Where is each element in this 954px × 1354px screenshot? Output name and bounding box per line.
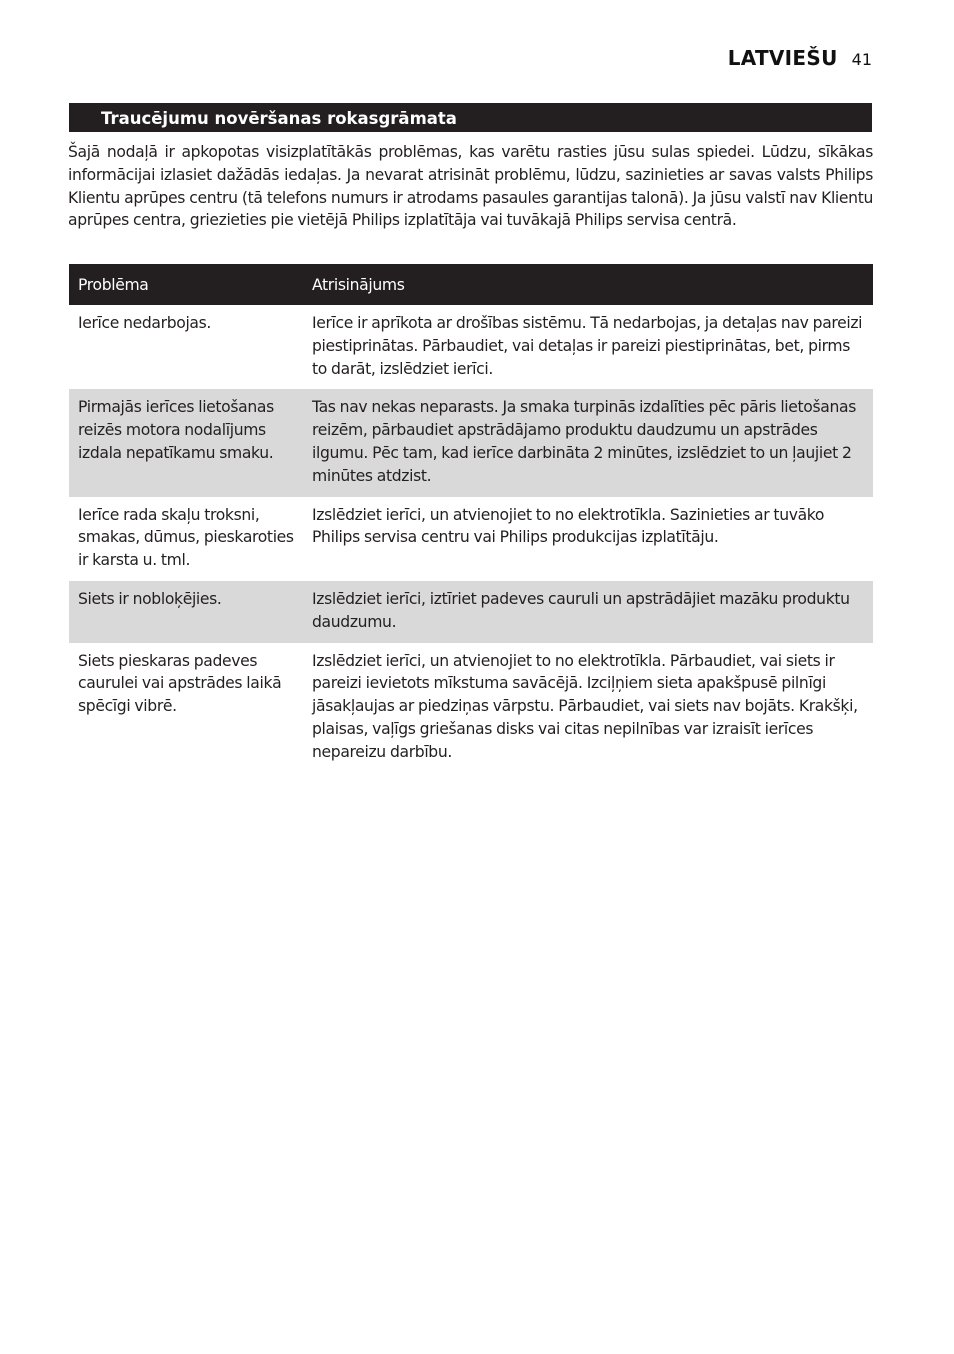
column-header-solution: Atrisinājums <box>303 264 873 305</box>
page-header <box>728 46 872 70</box>
table-row <box>69 389 873 496</box>
solution-cell: Ierīce ir aprīkota ar drošības sistēmu. Tā nedarbojas, ja detaļas nav pareizi piestiprinātas. Pārbaudiet, vai detaļas ir pareizi piestiprinātas, bet, pirms to darāt, izslēdziet ierīci. <box>312 314 863 378</box>
problem-cell: Siets ir nobloķējies. <box>69 581 303 643</box>
column-header-problem: Problēma <box>69 264 303 305</box>
solution-cell: Izslēdziet ierīci, un atvienojiet to no elektrotīkla. Sazinieties ar tuvāko Philips servisa centru vai Philips produkcijas izplatītāju. <box>312 505 825 547</box>
problem-cell: Siets pieskaras padeves caurulei vai apstrādes laikā spēcīgi vibrē. <box>78 651 282 716</box>
troubleshooting-table <box>69 264 873 773</box>
table-row <box>69 305 873 389</box>
table-row <box>69 497 873 581</box>
language-label: LATVIEŠU <box>727 46 838 70</box>
solution-cell: Izslēdziet ierīci, iztīriet padeves cauruli un apstrādājiet mazāku produktu daudzumu. <box>303 581 873 643</box>
table-header-row <box>69 264 873 305</box>
section-title: Traucējumu novēršanas rokasgrāmata <box>69 103 872 132</box>
problem-cell: Pirmajās ierīces lietošanas reizēs motora nodalījums izdala nepatīkamu smaku. <box>69 389 303 496</box>
problem-cell: Ierīce rada skaļu troksni, smakas, dūmus, pieskaroties ir karsta u. tml. <box>78 505 294 570</box>
page-number: 41 <box>851 50 872 69</box>
intro-paragraph: Šajā nodaļā ir apkopotas visizplatītākās problēmas, kas varētu rasties jūsu sulas spiedei. Lūdzu, sīkākas informācijai izlasiet dažādās iedaļas. Ja nevarat atrisināt problēmu, lūdzu, sazinieties ar savas valsts Philips Klientu aprūpes centru (tā telefons numurs ir atrodams pasaules garantijas talonā). Ja jūsu valstī nav Klientu aprūpes centra, griezieties pie vietējā Philips izplatītāja vai tuvākajā Philips servisa centrā. <box>68 143 873 230</box>
table-row <box>69 581 873 643</box>
solution-cell: Izslēdziet ierīci, un atvienojiet to no elektrotīkla. Pārbaudiet, vai siets ir pareizi ievietots mīkstuma savācējā. Izciļņiem sieta apakšpusē pilnīgi jāsakļaujas ar piedziņas vārpstu. Pārbaudiet, vai siets nav bojāts. Krakšķi, plaisas, vaļīgs griešanas disks vai citas nepilnības var izraisīt ierīces nepareizu darbību. <box>312 651 858 761</box>
solution-cell: Tas nav nekas neparasts. Ja smaka turpinās izdalīties pēc pāris lietošanas reizēm, pārbaudiet apstrādājamo produktu daudzumu un apstrādes ilgumu. Pēc tam, kad ierīce darbināta 2 minūtes, izslēdziet to un ļaujiet 2 minūtes atdzist. <box>303 389 873 496</box>
problem-cell: Ierīce nedarbojas. <box>78 314 212 332</box>
table-row <box>69 643 873 773</box>
